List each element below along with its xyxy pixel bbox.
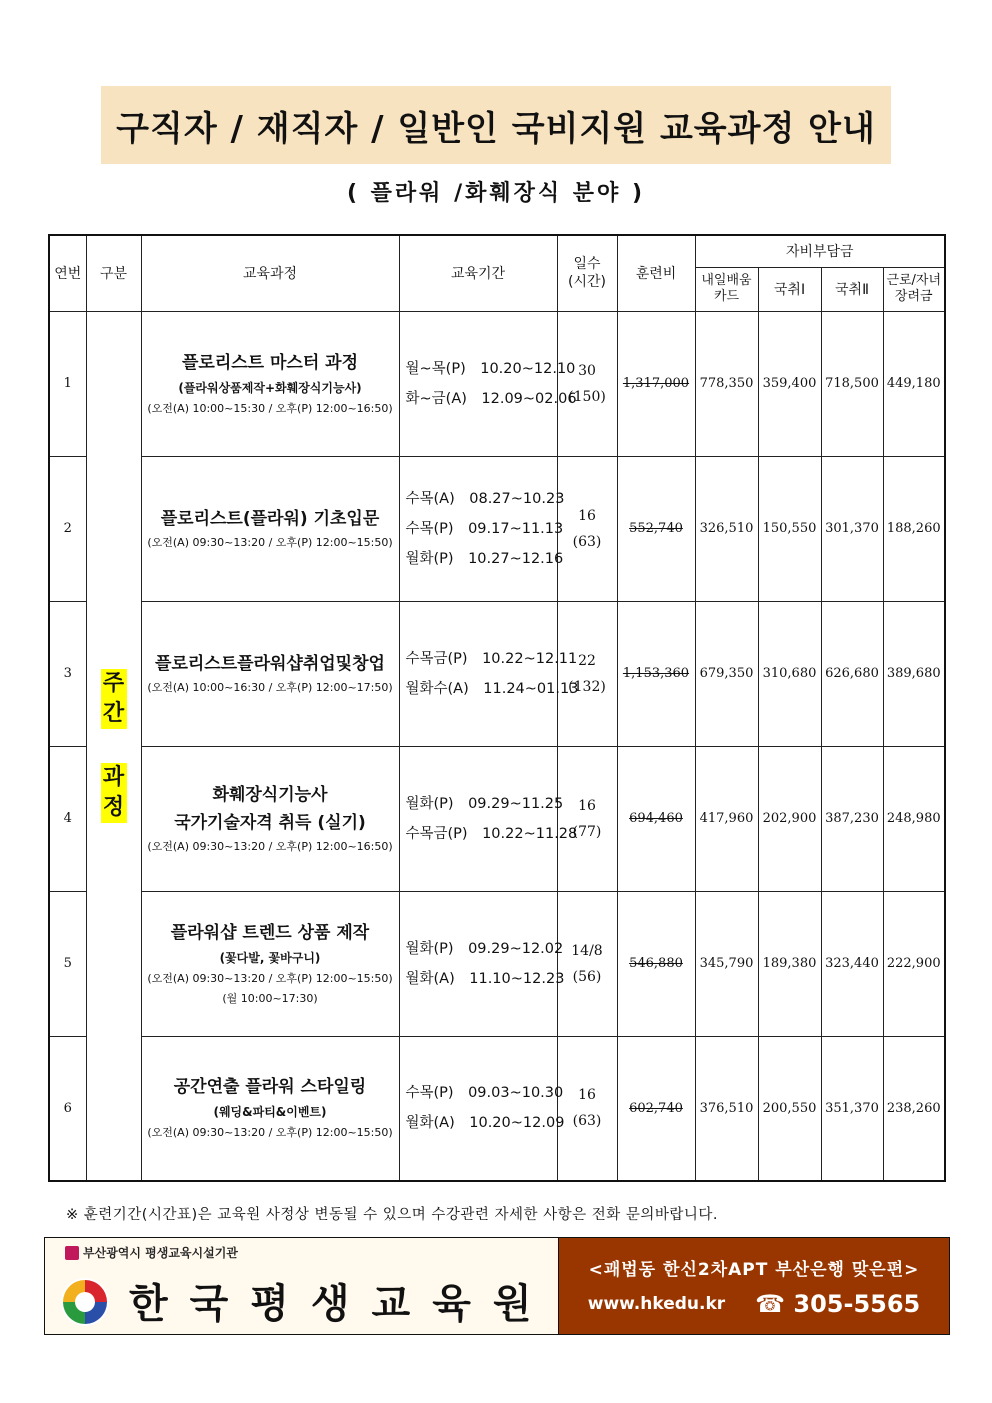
card-value: 326,510 [695, 456, 758, 601]
days-value: 30 [578, 362, 596, 379]
k1-value: 202,900 [758, 746, 821, 891]
table-row [49, 601, 945, 746]
course-cell [141, 456, 399, 601]
period-cell [399, 746, 578, 891]
fee-value: 546,880 [617, 891, 695, 1036]
period-cell [399, 1036, 565, 1181]
k2-value: 323,440 [821, 891, 883, 1036]
page-subtitle: ( 플라워 /화훼장식 분야 ) [346, 181, 646, 206]
course-cell [141, 601, 399, 746]
scholar-value: 238,260 [883, 1036, 945, 1181]
course-time: (오전(A) 09:30~13:20 / 오후(P) 12:00~15:50) [147, 971, 393, 985]
logo-icon [59, 1276, 111, 1328]
notice-text: ※ 훈련기간(시간표)은 교육원 사정상 변동될 수 있으며 수강관련 자세한 사항은 전화 문의바랍니다. [66, 1207, 719, 1223]
period-cell [399, 311, 577, 456]
row-number: 2 [49, 456, 86, 601]
course-cell [141, 746, 399, 891]
period-line: 월화(P) 09.29~12.02 [405, 940, 564, 957]
k1-value: 189,380 [758, 891, 821, 1036]
table-row [49, 891, 945, 1036]
institution-label [65, 1244, 238, 1261]
row-number: 1 [49, 311, 86, 456]
table-row [49, 1036, 945, 1181]
card-value: 778,350 [695, 311, 758, 456]
scholar-value: 248,980 [883, 746, 945, 891]
days-value: 14/8 [571, 942, 603, 959]
course-time: (오전(A) 09:30~13:20 / 오후(P) 12:00~15:50) [147, 535, 393, 549]
period-line: 수목(P) 09.03~10.30 [405, 1085, 564, 1102]
course-cell [141, 1036, 399, 1181]
course-name: 플로리스트 마스터 과정 [181, 352, 359, 373]
header-scholar: 근로/자녀 장려금 [883, 267, 945, 311]
days-value: 16 [578, 507, 596, 524]
period-line: 수목금(P) 10.22~12.11 [405, 650, 578, 667]
k1-value: 310,680 [758, 601, 821, 746]
k1-value: 150,550 [758, 456, 821, 601]
row-number: 4 [49, 746, 86, 891]
course-cell [141, 891, 399, 1036]
period-line: 수목(A) 08.27~10.23 [405, 490, 565, 507]
header-card: 내일배움 카드 [695, 267, 758, 311]
period-cell [399, 891, 565, 1036]
card-value: 417,960 [695, 746, 758, 891]
hours-value: (56) [572, 968, 602, 985]
days-value: 16 [578, 1087, 596, 1104]
hours-value: (63) [572, 533, 602, 550]
course-name: 플로리스트플라워샵취업및창업 [155, 653, 385, 674]
gubun-char: 과 [101, 763, 127, 793]
table-row [49, 746, 945, 891]
period-cell [399, 601, 579, 746]
fee-value: 552,740 [617, 456, 695, 601]
days-cell [557, 311, 617, 456]
days-value: 16 [578, 797, 596, 814]
scholar-value: 389,680 [883, 601, 945, 746]
k2-value: 351,370 [821, 1036, 883, 1181]
course-name: 공간연출 플라워 스타일링 [173, 1077, 367, 1098]
hours-value: (132) [568, 678, 606, 695]
page-title: 구직자 / 재직자 / 일반인 국비지원 교육과정 안내 [116, 108, 876, 149]
fee-value: 694,460 [617, 746, 695, 891]
scholar-value: 449,180 [883, 311, 945, 456]
scholar-value: 188,260 [883, 456, 945, 601]
row-number: 5 [49, 891, 86, 1036]
k1-value: 200,550 [758, 1036, 821, 1181]
course-subtitle: (꽃다발, 꽃바구니) [219, 950, 321, 965]
period-line: 월화수(A) 11.24~01.13 [405, 680, 579, 697]
row-number: 3 [49, 601, 86, 746]
hours-value: (63) [572, 1113, 602, 1130]
card-value: 345,790 [695, 891, 758, 1036]
header-fee: 훈련비 [617, 235, 695, 311]
header-no: 연번 [49, 235, 86, 311]
period-line: 월~목(P) 10.20~12.10 [405, 360, 576, 377]
org-name: 한국평생교육원 [129, 1281, 554, 1327]
k2-value: 718,500 [821, 311, 883, 456]
hours-value: (150) [568, 388, 606, 405]
gubun-cell [86, 311, 141, 1181]
course-name: 플라워샵 트렌드 상품 제작 [170, 922, 370, 943]
period-line: 월화(A) 11.10~12.23 [405, 970, 565, 987]
phone-number[interactable]: ☎ 305-5565 [755, 1289, 921, 1318]
days-cell [557, 746, 617, 891]
days-cell [557, 456, 617, 601]
header-k1: 국취Ⅰ [758, 267, 821, 311]
course-time: (오전(A) 10:00~16:30 / 오후(P) 12:00~17:50) [147, 680, 393, 694]
period-line: 화~금(A) 12.09~02.06 [405, 390, 577, 407]
scholar-value: 222,900 [883, 891, 945, 1036]
footer-right [559, 1238, 949, 1334]
website-link[interactable]: www.hkedu.kr [587, 1293, 726, 1314]
row-number: 6 [49, 1036, 86, 1181]
k2-value: 387,230 [821, 746, 883, 891]
period-line: 월화(A) 10.20~12.09 [405, 1115, 565, 1132]
days-cell [557, 1036, 617, 1181]
institution-text: 부산광역시 평생교육시설기관 [83, 1246, 238, 1260]
course-time-extra: (월 10:00~17:30) [222, 991, 318, 1005]
period-line: 수목(P) 09.17~11.13 [405, 520, 564, 537]
k2-value: 626,680 [821, 601, 883, 746]
footer-banner [44, 1237, 950, 1335]
period-line: 월화(P) 10.27~12.16 [405, 550, 564, 567]
course-time: (오전(A) 09:30~13:20 / 오후(P) 12:00~16:50) [147, 839, 393, 853]
period-line: 수목금(P) 10.22~11.28 [405, 825, 578, 842]
header-days: 일수 (시간) [557, 235, 617, 311]
course-time: (오전(A) 10:00~15:30 / 오후(P) 12:00~16:50) [147, 401, 393, 415]
k2-value: 301,370 [821, 456, 883, 601]
course-name: 플로리스트(플라워) 기초입문 [160, 508, 380, 529]
course-name: 화훼장식기능사 국가기술자격 취득 (실기) [174, 784, 366, 833]
course-time: (오전(A) 09:30~13:20 / 오후(P) 12:00~15:50) [147, 1126, 393, 1140]
header-gubun: 구분 [86, 235, 141, 311]
course-table [48, 234, 946, 1182]
footer-left [45, 1238, 559, 1334]
fee-value: 1,153,360 [617, 601, 695, 746]
fee-value: 1,317,000 [617, 311, 695, 456]
days-value: 22 [578, 652, 596, 669]
period-cell [399, 456, 565, 601]
course-subtitle: (플라워상품제작+화훼장식기능사) [178, 380, 362, 395]
course-cell [141, 311, 399, 456]
fee-value: 602,740 [617, 1036, 695, 1181]
header-course: 교육과정 [141, 235, 399, 311]
address-text: <괘법동 한신2차APT 부산은행 맞은편> [588, 1259, 920, 1280]
card-value: 376,510 [695, 1036, 758, 1181]
institution-icon [65, 1246, 79, 1260]
course-subtitle: (웨딩&파티&이벤트) [213, 1105, 327, 1120]
days-cell [557, 601, 617, 746]
header-k2: 국취Ⅱ [821, 267, 883, 311]
gubun-char: 주 [101, 669, 127, 699]
k1-value: 359,400 [758, 311, 821, 456]
header-period: 교육기간 [399, 235, 557, 311]
hours-value: (77) [572, 823, 602, 840]
table-row [49, 456, 945, 601]
table-row [49, 311, 945, 456]
gubun-char: 정 [101, 793, 127, 823]
days-cell [557, 891, 617, 1036]
title-banner [101, 86, 891, 164]
period-line: 월화(P) 09.29~11.25 [405, 795, 564, 812]
header-self-pay: 자비부담금 [695, 235, 945, 267]
gubun-char: 간 [101, 699, 127, 729]
card-value: 679,350 [695, 601, 758, 746]
